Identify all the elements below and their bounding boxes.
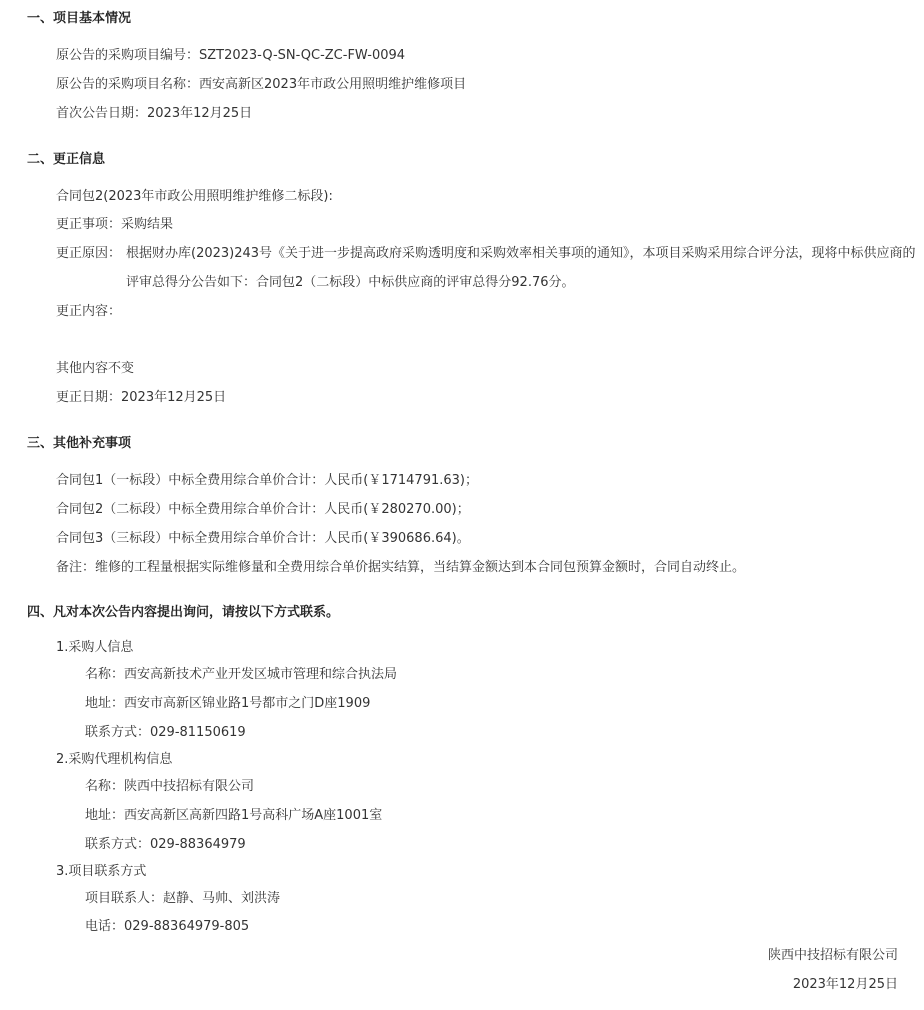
agency-contact: 联系方式：029-88364979 (85, 837, 246, 852)
correction-reason-line-2: 评审总得分公告如下：合同包2（二标段）中标供应商的评审总得分92.76分。 (126, 275, 575, 290)
agency-info-title: 2.采购代理机构信息 (56, 752, 173, 767)
original-project-number: 原公告的采购项目编号：SZT2023-Q-SN-QC-ZC-FW-0094 (56, 48, 406, 63)
section-heading-basic-info: 一、项目基本情况 (27, 11, 132, 26)
agency-name: 名称：陕西中技招标有限公司 (85, 779, 255, 794)
section-heading-correction-info: 二、更正信息 (27, 152, 106, 167)
section-heading-supplementary: 三、其他补充事项 (27, 436, 132, 451)
purchaser-name: 名称：西安高新技术产业开发区城市管理和综合执法局 (85, 667, 398, 682)
correction-package: 合同包2(2023年市政公用照明维护维修二标段): (56, 189, 333, 204)
remark-note: 备注：维修的工程量根据实际维修量和全费用综合单价据实结算，当结算金额达到本合同包预算金额时，合同自动终止。 (56, 560, 746, 575)
correction-date: 更正日期：2023年12月25日 (56, 390, 227, 405)
package-2-price: 合同包2（二标段）中标全费用综合单价合计：人民币(￥280270.00)； (56, 502, 470, 517)
correction-reason-label: 更正原因： (56, 246, 122, 261)
original-project-name: 原公告的采购项目名称：西安高新区2023年市政公用照明维护维修项目 (56, 77, 467, 92)
correction-reason-line-1: 根据财办库(2023)243号《关于进一步提高政府采购透明度和采购效率相关事项的通知》，本项目采购采用综合评分法，现将中标供应商的 (126, 246, 916, 261)
package-1-price: 合同包1（一标段）中标全费用综合单价合计：人民币(￥1714791.63)； (56, 473, 478, 488)
footer-date: 2023年12月25日 (792, 977, 898, 992)
correction-item: 更正事项：采购结果 (56, 217, 174, 232)
footer-company: 陕西中技招标有限公司 (767, 948, 898, 963)
other-content-unchanged: 其他内容不变 (56, 361, 135, 376)
project-contact-title: 3.项目联系方式 (56, 864, 147, 879)
project-contact-phone: 电话：029-88364979-805 (85, 919, 250, 934)
project-contact-people: 项目联系人：赵静、马帅、刘洪涛 (85, 891, 281, 906)
purchaser-info-title: 1.采购人信息 (56, 640, 134, 655)
package-3-price: 合同包3（三标段）中标全费用综合单价合计：人民币(￥390686.64)。 (56, 531, 470, 546)
section-heading-contact: 四、凡对本次公告内容提出询问，请按以下方式联系。 (27, 605, 340, 620)
purchaser-contact: 联系方式：029-81150619 (85, 725, 246, 740)
correction-content-label: 更正内容： (56, 304, 122, 319)
first-announcement-date: 首次公告日期：2023年12月25日 (56, 106, 253, 121)
purchaser-address: 地址：西安市高新区锦业路1号都市之门D座1909 (85, 696, 371, 711)
agency-address: 地址：西安高新区高新四路1号高科广场A座1001室 (85, 808, 383, 823)
